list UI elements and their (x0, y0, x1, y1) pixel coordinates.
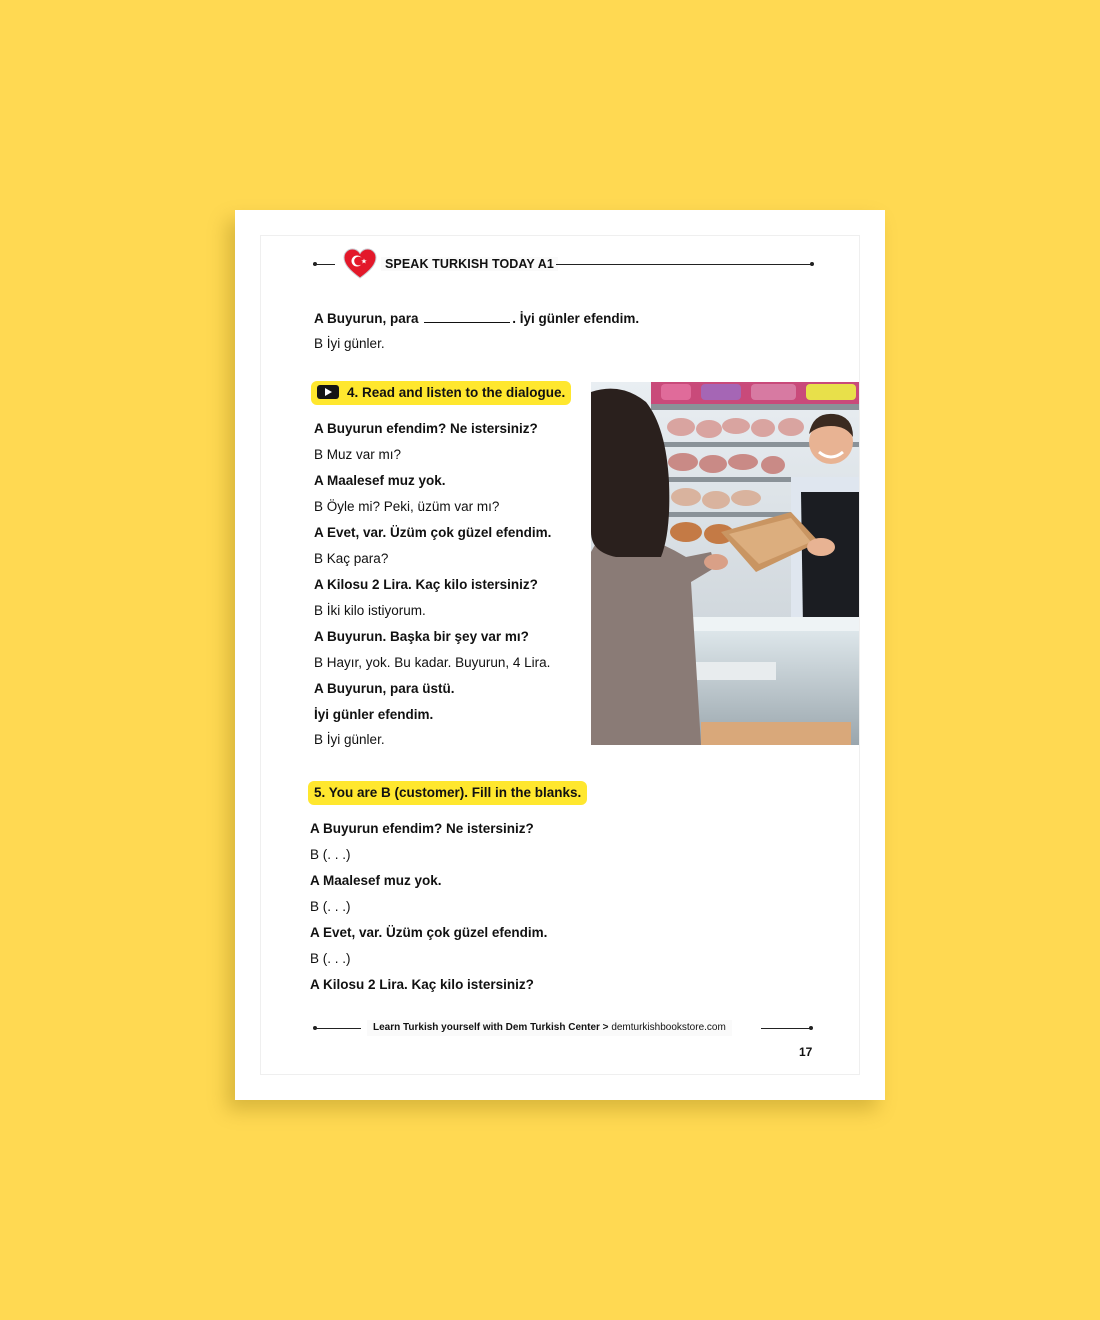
section-5-heading: 5. You are B (customer). Fill in the blanks. (308, 781, 587, 805)
dialogue-line: A Buyurun efendim? Ne istersiniz? (314, 421, 538, 436)
dialogue-line: A Kilosu 2 Lira. Kaç kilo istersiniz? (310, 977, 534, 992)
footer-rule-right (761, 1028, 811, 1029)
footer-rule-dot (809, 1026, 813, 1030)
turkish-flag-heart-icon (343, 248, 377, 280)
header-title: SPEAK TURKISH TODAY A1 (381, 257, 558, 271)
answer-line[interactable]: B (. . .) (310, 847, 351, 862)
dialogue-line: A Buyurun efendim? Ne istersiniz? (310, 821, 534, 836)
footer-site-link[interactable]: demturkishbookstore.com (611, 1022, 726, 1033)
dialogue-line: A Buyurun, para . İyi günler efendim. (314, 311, 640, 326)
dialogue-line: A Maalesef muz yok. (310, 873, 442, 888)
dialogue-line: B İyi günler. (314, 732, 385, 747)
header-rule-dot (810, 262, 814, 266)
section-4-heading: 4. Read and listen to the dialogue. (311, 381, 571, 405)
shop-photo (591, 382, 859, 745)
answer-line[interactable]: B (. . .) (310, 951, 351, 966)
dialogue-line: B İyi günler. (314, 336, 385, 351)
footer-rule-left (315, 1028, 361, 1029)
dialogue-line: B Kaç para? (314, 551, 389, 566)
answer-blank (424, 310, 510, 323)
dialogue-line: İyi günler efendim. (314, 707, 434, 722)
dialogue-line: B Muz var mı? (314, 447, 402, 462)
dialogue-line: A Buyurun, para üstü. (314, 681, 455, 696)
footer-label: Learn Turkish yourself with Dem Turkish Center > (373, 1022, 609, 1033)
dialogue-line: A Buyurun. Başka bir şey var mı? (314, 629, 529, 644)
dialogue-line: B Hayır, yok. Bu kadar. Buyurun, 4 Lira. (314, 655, 551, 670)
play-icon[interactable] (317, 385, 339, 399)
dialogue-line: A Maalesef muz yok. (314, 473, 446, 488)
dialogue-line: A Evet, var. Üzüm çok güzel efendim. (310, 925, 548, 940)
dialogue-line: B Öyle mi? Peki, üzüm var mı? (314, 499, 500, 514)
page-header (313, 248, 813, 280)
workbook-page (235, 210, 885, 1100)
dialogue-line: A Kilosu 2 Lira. Kaç kilo istersiniz? (314, 577, 538, 592)
dialogue-line: B İki kilo istiyorum. (314, 603, 426, 618)
dialogue-line: A Evet, var. Üzüm çok güzel efendim. (314, 525, 552, 540)
header-rule-left (313, 264, 335, 265)
page-footer (313, 1020, 813, 1036)
footer-text (367, 1020, 732, 1036)
page-number: 17 (799, 1045, 813, 1059)
answer-line[interactable]: B (. . .) (310, 899, 351, 914)
header-rule-right (556, 264, 812, 265)
